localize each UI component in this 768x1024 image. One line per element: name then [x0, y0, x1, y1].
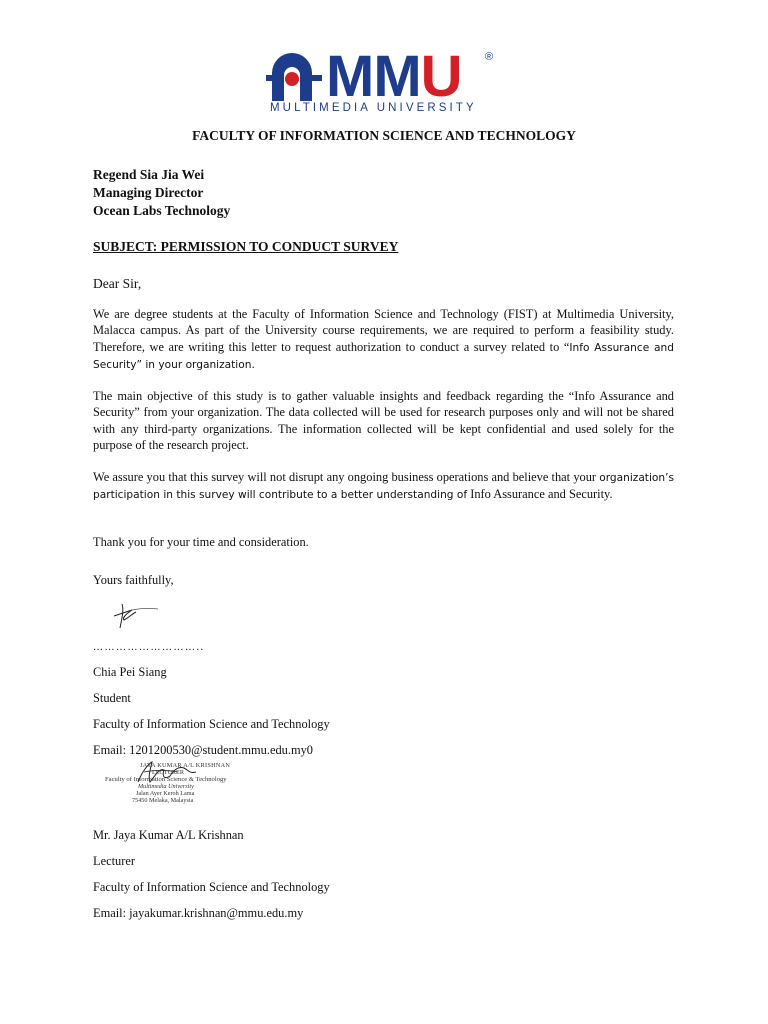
lecturer-email: Email: jayakumar.krishnan@mmu.edu.my: [93, 906, 304, 920]
recipient-name: Regend Sia Jia Wei: [93, 167, 205, 182]
salutation: Dear Sir,: [93, 276, 142, 291]
lecturer-role: Lecturer: [93, 854, 135, 868]
thanks-line: Thank you for your time and consideration.: [93, 535, 309, 549]
recipient-company: Ocean Labs Technology: [93, 203, 231, 218]
paragraph-3: [93, 469, 674, 504]
mmu-logo: [266, 45, 496, 120]
paragraph-2: The main objective of this study is to gather valuable insights and feedback regarding the “Info Assurance and Security” from your organization. The data collected will be used for research purposes only and will not be shared with any third-party organizations. The information collected will be kept confidential and used solely for the purpose of the research project.: [93, 389, 674, 453]
paragraph-1-topic: Info Assurance and Security” in your organization.: [93, 341, 674, 372]
student-faculty: Faculty of Information Science and Technology: [93, 717, 330, 731]
logo-subtitle: MULTIMEDIA UNIVERSITY: [270, 102, 477, 114]
recipient-title: Managing Director: [93, 185, 204, 200]
stamp-line-4: Multimedia University: [138, 783, 194, 790]
student-role: Student: [93, 691, 131, 705]
closing-line: Yours faithfully,: [93, 573, 174, 587]
stamp-line-6: 75450 Melaka, Malaysia: [132, 797, 194, 804]
paragraph-3-text-b: organization’s participation in this survey will contribute to a better understanding of: [93, 472, 674, 502]
lecturer-name: Mr. Jaya Kumar A/L Krishnan: [93, 828, 244, 842]
lecturer-stamp: [100, 758, 240, 830]
paragraph-1: [93, 306, 674, 374]
paragraph-3-text-c: Info Assurance and Security.: [467, 487, 613, 502]
student-email: Email: 1201200530@student.mmu.edu.my0: [93, 743, 313, 757]
paragraph-3-text-a: We assure you that this survey will not disrupt any ongoing business operations and believe that your: [93, 470, 600, 484]
mmu-logo-mark: [266, 53, 326, 101]
lecturer-faculty: Faculty of Information Science and Technology: [93, 880, 330, 894]
student-signature: [112, 600, 162, 632]
stamp-line-1: JAYA KUMAR A/L KRISHNAN: [140, 762, 231, 769]
faculty-heading: FACULTY OF INFORMATION SCIENCE AND TECHNOLOGY: [192, 128, 576, 143]
registered-mark: ®: [485, 51, 494, 63]
paragraph-1-text: We are degree students at the Faculty of Information Science and Technology (FIST) at Multimedia University, Malacca campus. As part of the University course requirements, we are required to perform a feasibility study. Therefore, we are writing this letter to request authorization to conduct a survey related to “: [93, 307, 674, 354]
stamp-line-5: Jalan Ayer Keroh Lama: [136, 790, 195, 797]
letter-subject: SUBJECT: PERMISSION TO CONDUCT SURVEY: [93, 239, 399, 254]
mmu-logo-letters: M M U: [326, 44, 462, 109]
signature-dots: ………………………..: [93, 642, 205, 653]
stamp-line-2: LECTURER: [152, 769, 184, 776]
student-name: Chia Pei Siang: [93, 665, 167, 679]
stamp-line-3: Faculty of Information Science & Technology: [105, 776, 227, 783]
